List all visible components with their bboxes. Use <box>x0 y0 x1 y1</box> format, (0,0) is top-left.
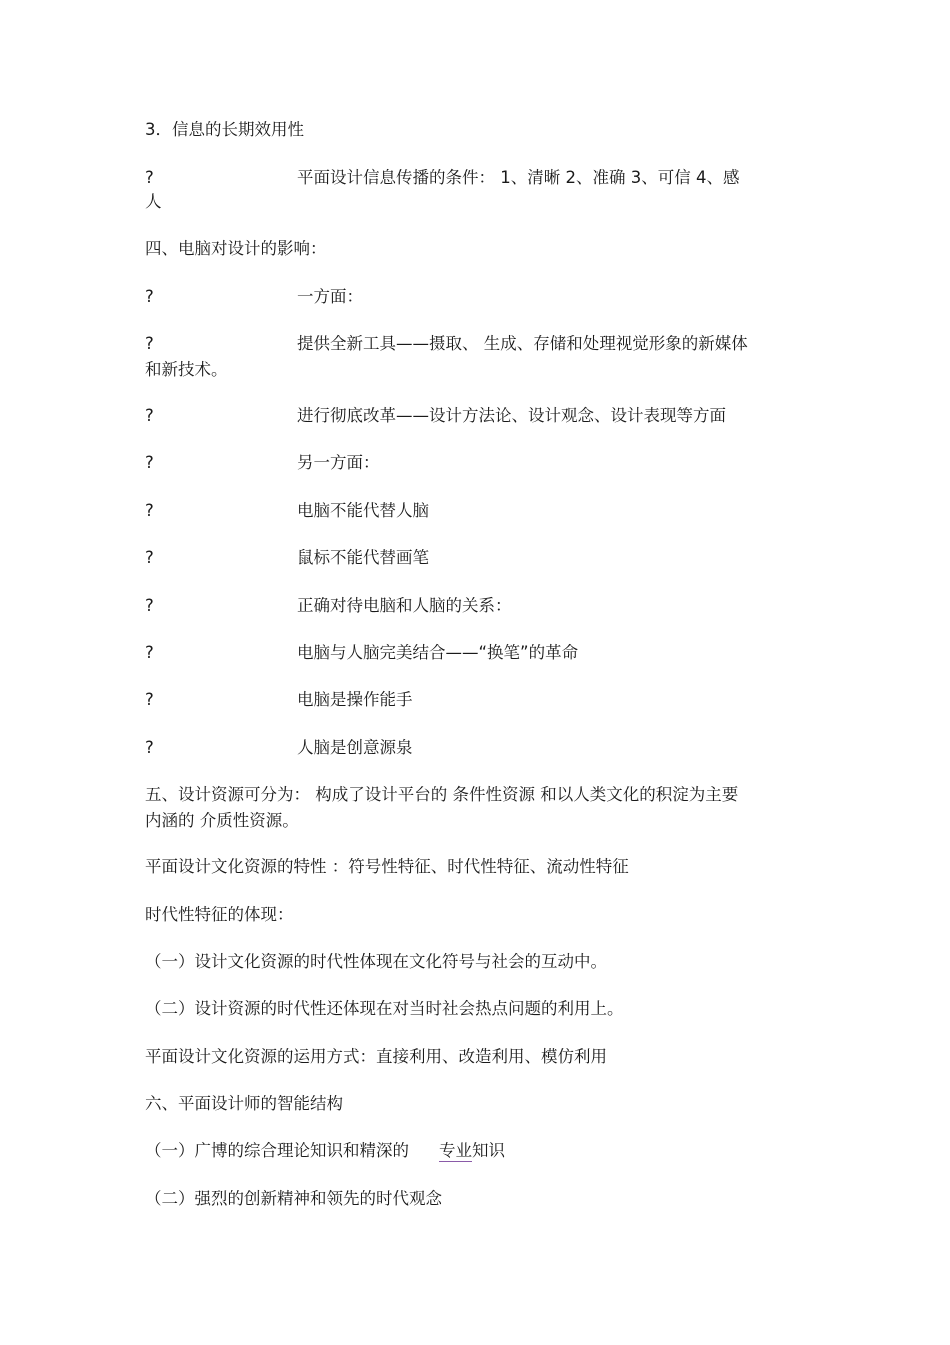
bullet-text-continued: 和新技术。 <box>145 360 228 379</box>
bullet-marker: ? <box>145 168 154 187</box>
bullet-marker: ? <box>145 501 154 520</box>
section-4-heading: 四、电脑对设计的影响： <box>145 239 327 258</box>
item-3-heading: 3．信息的长期效用性 <box>145 120 304 139</box>
underlined-word: 专业 <box>439 1141 472 1160</box>
bullet-marker: ? <box>145 548 154 567</box>
bullet-marker: ? <box>145 643 154 662</box>
bullet-text: 一方面： <box>297 287 363 306</box>
bullet-marker: ? <box>145 287 154 306</box>
paragraph <box>145 1138 505 1164</box>
bullet-text-continued: 人 <box>145 192 162 211</box>
paragraph: 平面设计文化资源的特性 ：符号性特征、时代性特征、流动性特征 <box>145 857 629 876</box>
bullet-marker: ? <box>145 690 154 709</box>
bullet-text: 另一方面： <box>297 453 380 472</box>
bullet-text: 正确对待电脑和人脑的关系： <box>297 596 512 615</box>
bullet-text: 进行彻底改革——设计方法论、设计观念、设计表现等方面 <box>297 406 726 425</box>
bullet-marker: ? <box>145 738 154 757</box>
paragraph: 时代性特征的体现： <box>145 905 294 924</box>
paragraph-part: 知识 <box>472 1141 505 1160</box>
bullet-marker: ? <box>145 596 154 615</box>
section-5-heading: 五、设计资源可分为： 构成了设计平台的 条件性资源 和以人类文化的积淀为主要 <box>145 785 739 804</box>
bullet-marker: ? <box>145 406 154 425</box>
paragraph: （二）设计资源的时代性还体现在对当时社会热点问题的利用上。 <box>145 999 624 1018</box>
paragraph-part: （一）广博的综合理论知识和精深的 <box>145 1141 409 1160</box>
paragraph: 平面设计文化资源的运用方式：直接利用、改造利用、模仿利用 <box>145 1047 607 1066</box>
bullet-text: 电脑不能代替人脑 <box>297 501 429 520</box>
bullet-text: 电脑与人脑完美结合——“换笔”的革命 <box>297 643 579 662</box>
bullet-text: 提供全新工具——摄取、 生成、存储和处理视觉形象的新媒体 <box>297 334 748 353</box>
paragraph: （一）设计文化资源的时代性体现在文化符号与社会的互动中。 <box>145 952 607 971</box>
bullet-marker: ? <box>145 334 154 353</box>
bullet-text: 平面设计信息传播的条件： 1、清晰 2、准确 3、可信 4、感 <box>297 168 740 187</box>
bullet-marker: ? <box>145 453 154 472</box>
paragraph: （二）强烈的创新精神和领先的时代观念 <box>145 1189 442 1208</box>
section-6-heading: 六、平面设计师的智能结构 <box>145 1094 343 1113</box>
section-5-heading-continued: 内涵的 介质性资源。 <box>145 811 299 830</box>
bullet-text: 电脑是操作能手 <box>297 690 413 709</box>
bullet-text: 人脑是创意源泉 <box>297 738 413 757</box>
bullet-text: 鼠标不能代替画笔 <box>297 548 429 567</box>
